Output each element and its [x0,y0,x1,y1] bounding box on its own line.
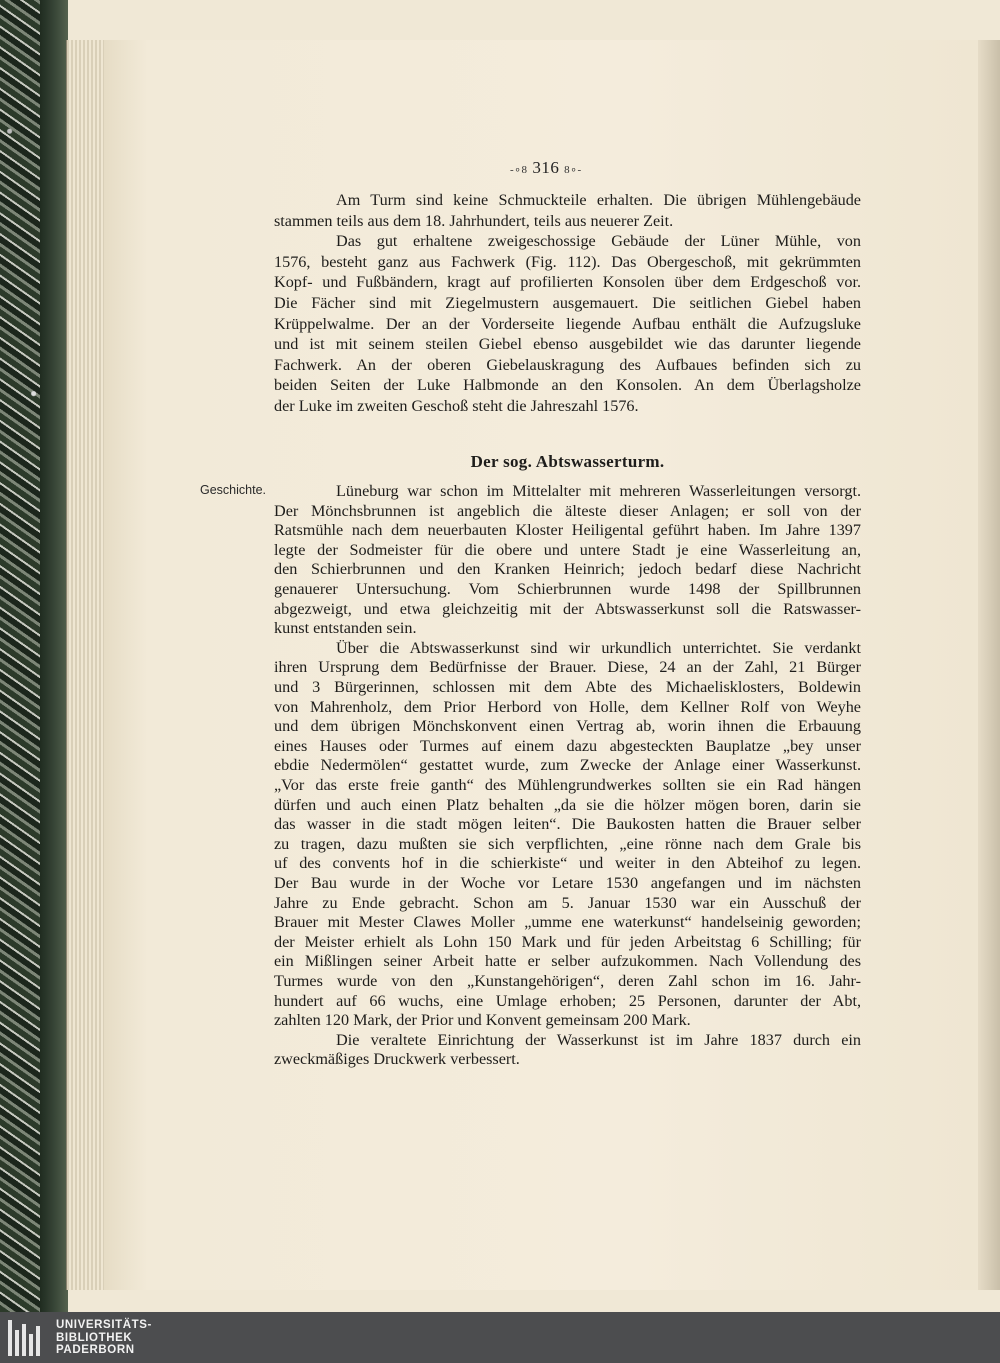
logo-line: UNIVERSITÄTS- [56,1319,152,1331]
text-line: Der Mönchsbrunnen ist angeblich die älteste dieser Anlagen; er soll von der [274,501,861,520]
header-ornament-right: 8∘- [564,164,582,176]
text-line: Der Bau wurde in der Woche vor Letare 1530 angefangen und im nächsten [274,874,861,892]
library-logo-text [56,1319,152,1357]
text-line: ebdie Nedermölen“ gestattet wurde, zum Zwecke der Anlage einer Wasserkunst. [274,756,861,775]
text-line: Fachwerk. An der oberen Giebelauskragung des Aufbaues befinden sich zu [274,355,861,374]
text-line: Jahre zu Ende gebracht. Schon am 5. Januar 1530 war ein Ausschuß der [274,893,861,912]
text-line: Lüneburg war schon im Mittelalter mit mehreren Wasserleitungen versorgt. [336,482,861,500]
text-line: Über die Abtswasserkunst sind wir urkundlich unterrichtet. Sie verdankt [336,638,861,657]
text-line: Brauer mit Mester Clawes Moller „umme ene waterkunst“ handelseinig geworden; [274,913,861,932]
text-line: und dem übrigen Mönchskonvent einen Vertrag ab, worin ihnen die Erbauung [274,717,861,736]
text-line: Das gut erhaltene zweigeschossige Gebäude der Lüner Mühle, von [336,232,861,251]
text-line: uf des convents hof in die schierkiste“ und weiter in den Abteihof zu legen. [274,854,861,873]
text-line: Krüppelwalme. Der an der Vorderseite liegende Aufbau enthält die Aufzugsluke [274,314,861,333]
book-spine-edge [40,0,68,1312]
text-line: Am Turm sind keine Schmuckteile erhalten. Die übrigen Mühlengebäude [336,191,861,209]
text-line: und ist mit seinem steilen Giebel ebenso ausgebildet wie das darunter liegende [274,335,861,354]
section-heading: Der sog. Abtswasserturm. [470,452,665,471]
text-line: 1576, besteht ganz aus Fachwerk (Fig. 112). Das Obergeschoß, mit gekrümmten [274,252,861,271]
text-line: stammen teils aus dem 18. Jahrhundert, teils aus neuerer Zeit. [274,211,674,230]
text-line: zu tragen, dazu mußten sie sich verpflichten, „eine rönne nach dem Grale bis [274,834,861,853]
page-stack [66,40,105,1290]
text-line: dürfen und auch einen Platz behalten „da sie die hölzer mögen boren, darin sie [274,795,861,814]
text-line: Ratsmühle nach dem neuerbauten Kloster Heiligental geführt haben. Im Jahre 1397 [274,521,861,540]
text-line: genauerer Untersuchung. Vom Schierbrunnen wurde 1498 der Spillbrunnen [274,580,861,598]
text-line: Die veraltete Einrichtung der Wasserkunst ist im Jahre 1837 durch ein [336,1030,861,1049]
text-line: eines Hauses oder Turmes auf einem dazu abgesteckten Bauplatze „bey unser [274,736,861,755]
text-line: zweckmäßiges Druckwerk verbessert. [274,1050,520,1069]
text-line: ein Mißlingen seiner Arbeit hatte er selber aufzukommen. Nach Vollendung des [274,952,861,971]
text-line: den Schierbrunnen und den Kranken Heinrich; jedoch bedarf diese Nachricht [274,560,861,579]
text-line: von Mahrenholz, dem Prior Herbord von Holle, dem Kellner Rolf von Weyhe [274,697,861,716]
text-line: Die Fächer sind mit Ziegelmustern ausgemauert. Die seitlichen Giebel haben [274,294,861,312]
text-line: zahlten 120 Mark, der Prior und Konvent gemeinsam 200 Mark. [274,1011,691,1030]
text-line: beiden Seiten der Luke Halbmonde an den Konsolen. An dem Überlagsholze [274,376,861,395]
text-line: Kopf- und Fußbändern, kragt auf profilierten Konsolen über dem Erdgeschoß vor. [274,273,861,292]
margin-note: Geschichte. [200,483,267,497]
page-right-edge [978,40,1000,1290]
logo-line: PADERBORN [56,1344,135,1356]
text-line: und 3 Bürgerinnen, schlossen mit dem Abte des Michaelisklosters, Boldewin [274,678,861,696]
page-number: 316 [532,158,560,177]
text-line: der Luke im zweiten Geschoß steht die Jahreszahl 1576. [274,397,639,415]
text-line: kunst entstanden sein. [274,619,417,638]
text-line: hundert auf 66 wuchs, eine Umlage erhoben; 25 Personen, darunter der Abt, [274,991,861,1010]
text-line: legte der Sodmeister für die obere und untere Stadt je eine Wasserleitung an, [274,540,861,559]
text-line: der Meister erhielt als Lohn 150 Mark und für jeden Arbeitstag 6 Schilling; für [274,932,861,951]
page-header [510,158,630,178]
text-line: „Vor das erste freie ganth“ des Mühlengrundwerkes sollten sie ein Rad hängen [274,776,861,794]
text-line: ihren Ursprung dem Bedürfnisse der Brauer. Diese, 24 an der Zahl, 21 Bürger [274,658,861,677]
text-line: abgezweigt, und etwa gleichzeitig mit der Abtswasserkunst soll die Ratswasser- [274,599,861,618]
library-logo-icon [8,1320,46,1356]
text-line: Turmes wurde von den „Kunstangehörigen“, deren Zahl schon im 16. Jahr- [274,972,861,990]
logo-line: BIBLIOTHEK [56,1331,133,1344]
footer-bar [0,1312,1000,1363]
header-ornament-left: -∘8 [510,164,528,176]
text-line: das wasser in die stadt mögen leiten“. Die Baukosten hatten die Brauer selber [274,815,861,834]
